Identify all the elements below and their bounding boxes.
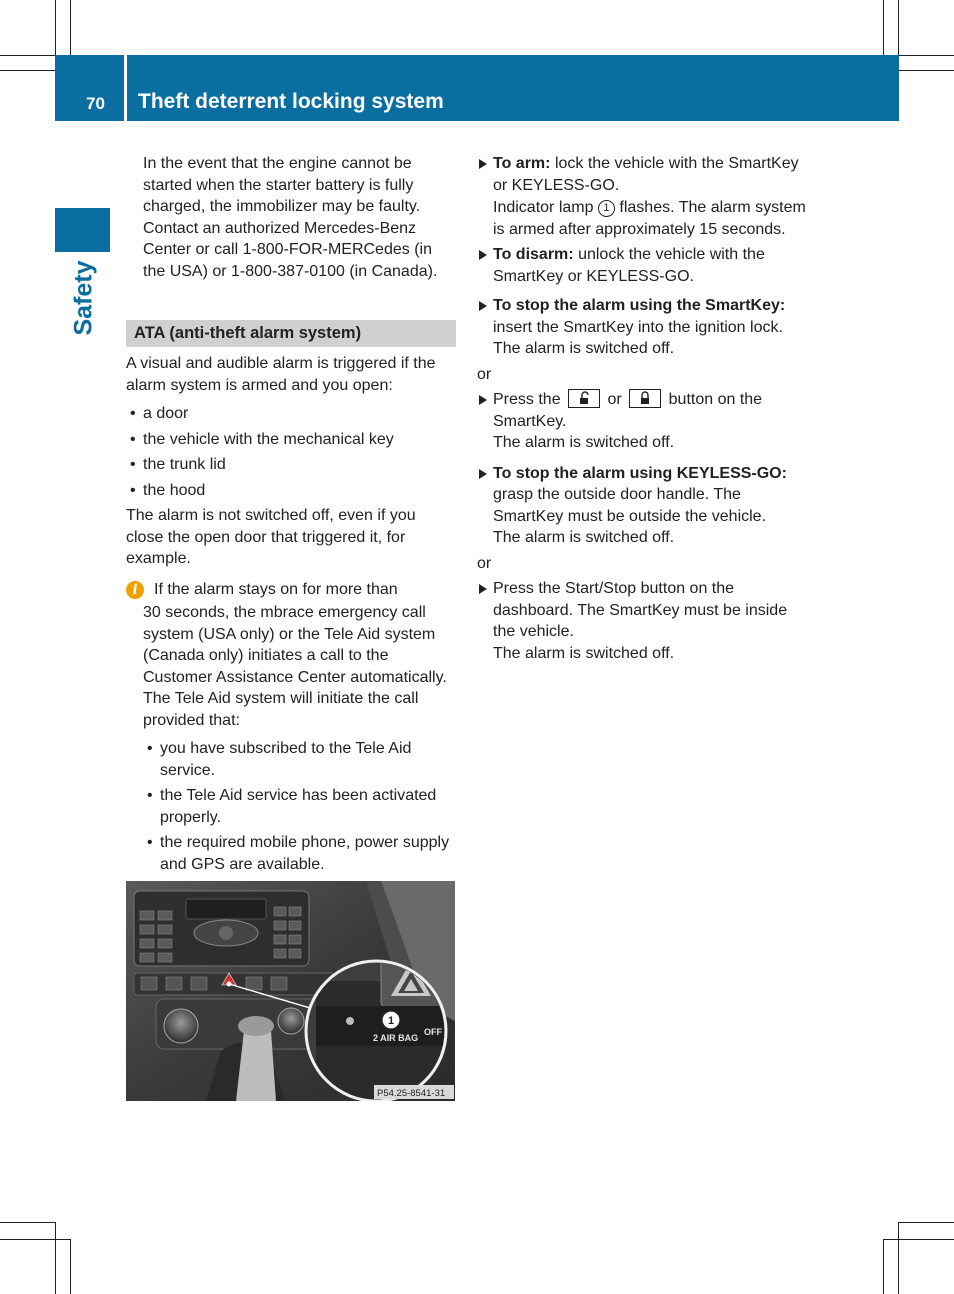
step-arrow-icon [479, 250, 487, 260]
or-text: or [477, 554, 492, 572]
list-item: • the required mobile phone, power supply and GPS are available. [143, 832, 456, 875]
crop-mark [883, 0, 884, 55]
list-item: • a door [126, 403, 456, 425]
condition-list [126, 738, 456, 875]
figure-callout-number: 1 [387, 1015, 395, 1027]
figure-code: P54.25-8541-31 [377, 1088, 446, 1099]
info-first-line: If the alarm stays on for more than [154, 580, 398, 598]
info-note [126, 579, 456, 876]
crop-mark [70, 0, 71, 55]
list-item: • the hood [126, 480, 456, 502]
result-text: The alarm is switched off. [493, 529, 675, 546]
step-text: insert the SmartKey into the ignition lock. [493, 318, 783, 336]
step-stop-smartkey [477, 295, 812, 360]
crop-mark [55, 1222, 56, 1294]
step-text: or [607, 391, 622, 408]
unlock-key-icon [568, 389, 600, 408]
crop-mark [898, 1222, 899, 1294]
result-text: The alarm is switched off. [493, 644, 675, 662]
crop-mark [899, 70, 954, 71]
section-heading: ATA (anti-theft alarm system) [126, 320, 456, 347]
step-text: Press the Start/Stop button on the dashboard. The SmartKey must be inside the vehicle. [493, 580, 788, 640]
header-divider [124, 55, 127, 121]
step-text: Indicator lamp [493, 199, 594, 216]
step-label: To disarm: [493, 246, 574, 263]
crop-mark [70, 1239, 71, 1294]
step-text: lock the vehicle with the SmartKey or KEYLESS-GO. [493, 155, 799, 194]
crop-mark [899, 55, 954, 56]
not-off-paragraph: The alarm is not switched off, even if you close the open door that triggered it, for example. [126, 507, 416, 567]
info-icon: i [126, 581, 144, 599]
callout-number-icon: 1 [598, 200, 615, 217]
side-tab-marker [55, 208, 110, 252]
step-label: To stop the alarm using KEYLESS-GO: [493, 464, 787, 482]
lock-key-icon [629, 389, 661, 408]
dashboard-figure [126, 881, 455, 1101]
step-text: button on the SmartKey. [493, 391, 763, 430]
step-label: To arm: [493, 155, 551, 172]
step-text: unlock the vehicle with the SmartKey or KEYLESS-GO. [493, 246, 765, 285]
page-title: Theft deterrent locking system [138, 90, 444, 113]
step-arm [477, 153, 812, 240]
step-arrow-icon [479, 301, 487, 311]
crop-mark [0, 1239, 70, 1240]
list-item: • the vehicle with the mechanical key [126, 429, 456, 451]
step-arrow-icon [479, 469, 487, 479]
crop-mark [0, 1222, 55, 1223]
or-text: or [477, 365, 492, 383]
crop-mark [883, 1239, 884, 1294]
step-text: grasp the outside door handle. The SmartKey must be outside the vehicle. [493, 486, 767, 525]
list-item: • the Tele Aid service has been activated properly. [143, 785, 456, 828]
list-item: • the trunk lid [126, 454, 456, 476]
result-text: The alarm is switched off. [493, 340, 675, 357]
left-column [126, 153, 456, 875]
step-text: Press the [493, 391, 561, 408]
step-arrow-icon [479, 395, 487, 405]
info-text: 30 seconds, the mbrace emergency call system (USA only) or the Tele Aid system (Canada only) initiates a call to the Customer Assistance Center automatically. The Tele Aid system will initiate the call provided that: [143, 604, 447, 729]
figure-label-airbag: 2 AIR BAG [373, 1033, 419, 1043]
right-column [477, 153, 812, 664]
step-text: flashes. The alarm system is armed after approximately 15 seconds. [493, 199, 806, 238]
trigger-intro: A visual and audible alarm is triggered if the alarm system is armed and you open: [126, 355, 436, 394]
crop-mark [0, 55, 55, 56]
result-text: The alarm is switched off. [493, 434, 675, 451]
step-stop-keyless-go [477, 463, 812, 549]
intro-paragraph: In the event that the engine cannot be started when the starter battery is fully charged, the immobilizer may be faulty. Contact an authorized Mercedes-Benz Center or call 1-800-FOR-MERCedes (in the USA) or 1-800-387-0100 (in Canada). [143, 155, 438, 280]
side-tab-label: Safety [69, 260, 98, 336]
trigger-list [126, 403, 456, 501]
figure-label-off: OFF [424, 1027, 442, 1037]
step-press-buttons [477, 389, 812, 454]
step-arrow-icon [479, 584, 487, 594]
crop-mark [899, 1222, 954, 1223]
step-press-start-stop [477, 578, 812, 664]
step-label: To stop the alarm using the SmartKey: [493, 297, 786, 314]
crop-mark [0, 70, 55, 71]
crop-mark [883, 1239, 954, 1240]
list-item: • you have subscribed to the Tele Aid service. [143, 738, 456, 781]
crop-mark [55, 0, 56, 55]
page-number: 70 [86, 94, 105, 113]
step-arrow-icon [479, 159, 487, 169]
crop-mark [898, 0, 899, 55]
step-disarm [477, 244, 812, 287]
